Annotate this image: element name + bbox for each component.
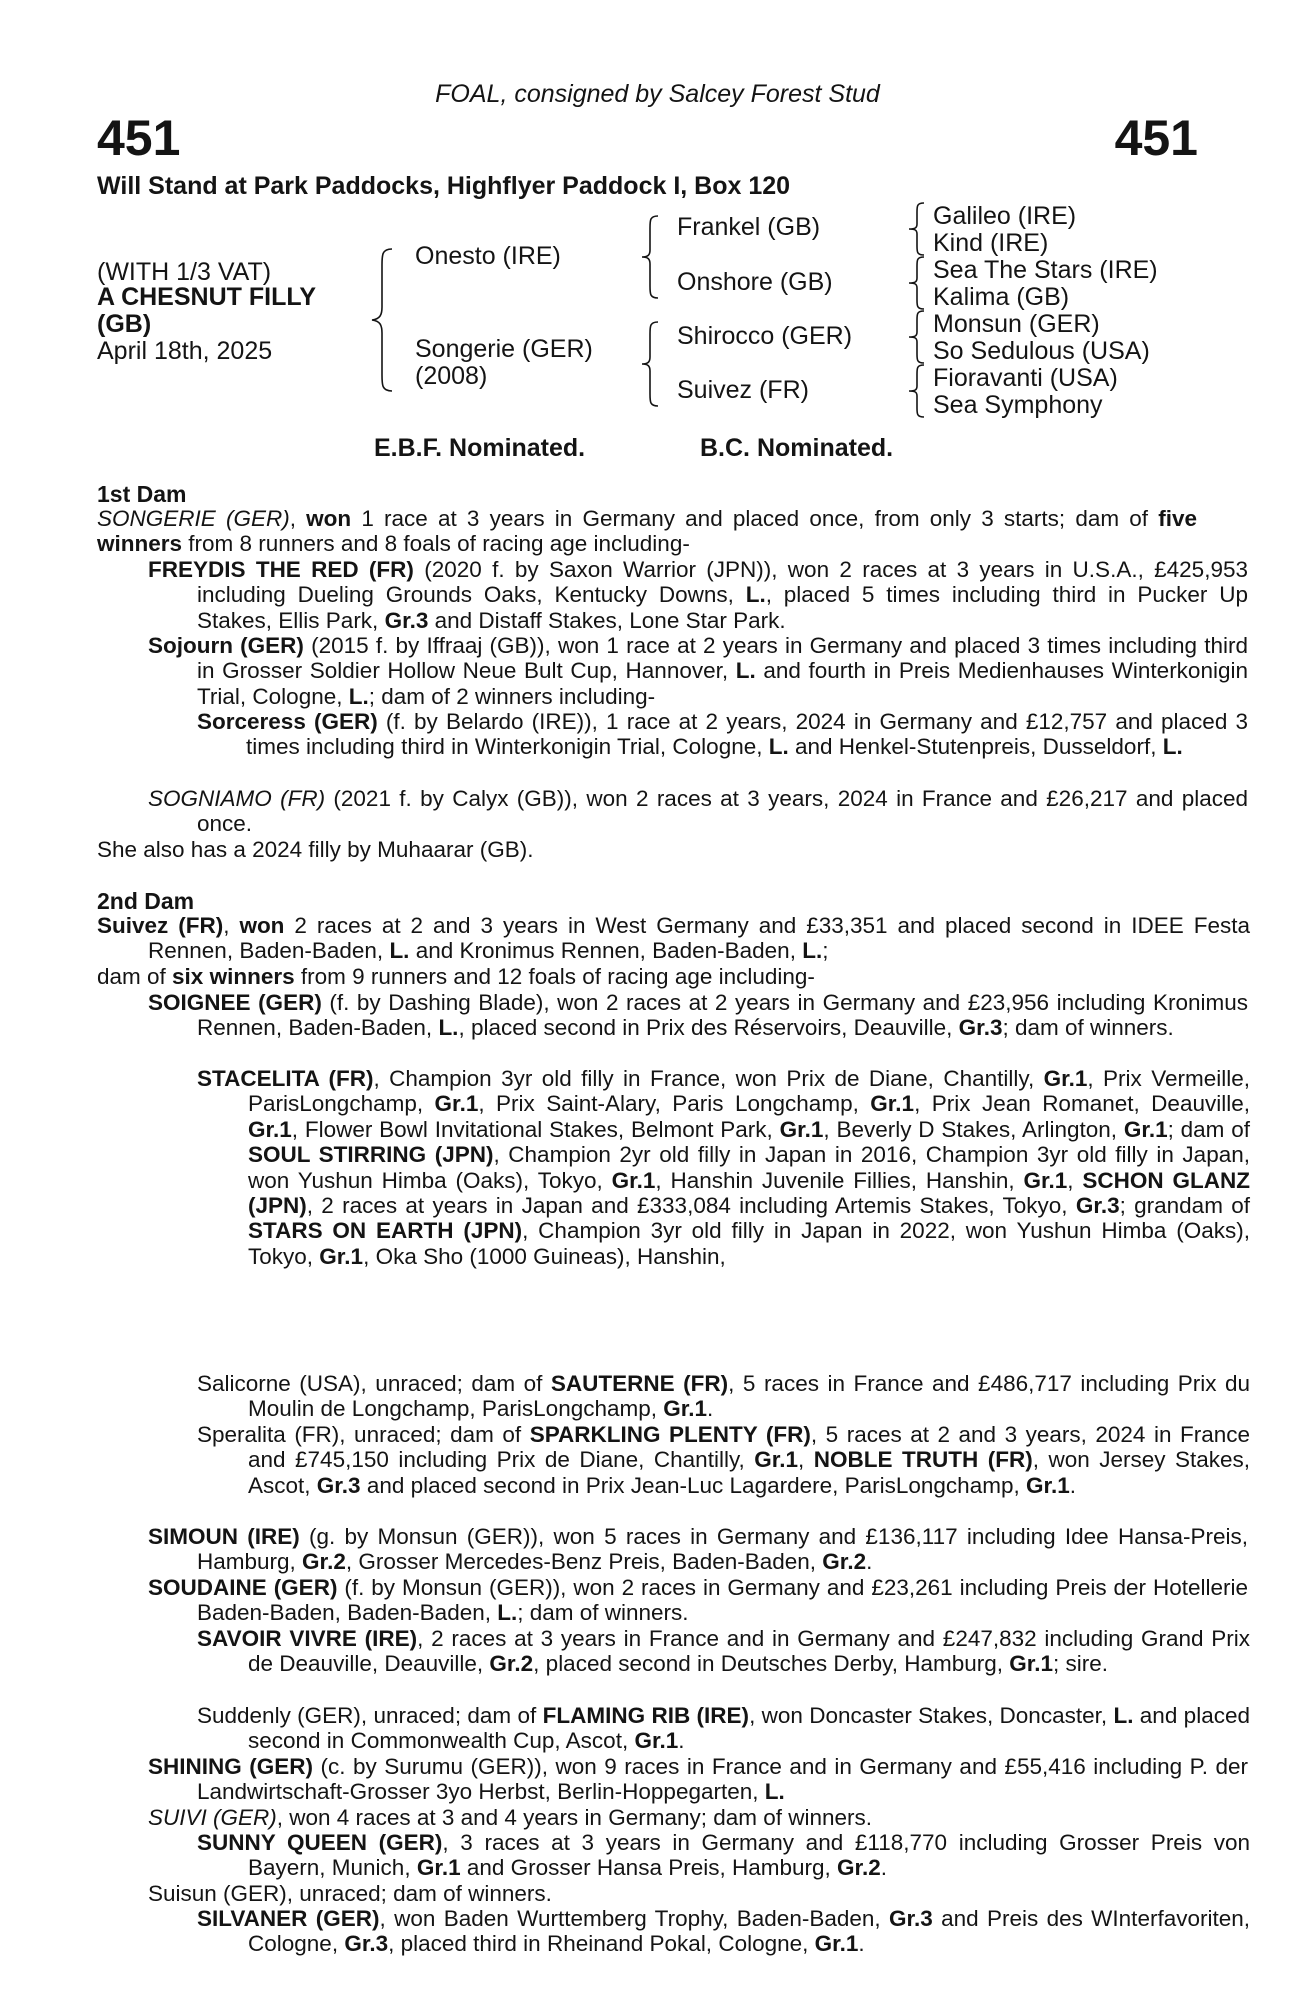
produce-entry: FREYDIS THE RED (FR) (2020 f. by Saxon Warrior (JPN)), won 2 races at 3 years in U.S.A., £425,953 including Dueling Grounds Oaks, Kentucky Downs, L., placed 5 times including third in Pucker Up Stakes, Ellis Park, Gr.3 and Distaff Stakes, Lone Star Park.: [148, 557, 1249, 633]
produce-entry: SUNNY QUEEN (GER), 3 races at 3 years in Germany and £118,770 including Grosser Preis von Bayern, Munich, Gr.1 and Grosser Hansa Preis, Hamburg, Gr.2.: [197, 1830, 1250, 1881]
pedigree-brace-gg3: [905, 308, 927, 366]
first-dam-note: She also has a 2024 filly by Muhaarar (GB).: [97, 837, 534, 862]
stand-location: Will Stand at Park Paddocks, Highflyer Paddock I, Box 120: [97, 172, 791, 200]
produce-entry: SHINING (GER) (c. by Surumu (GER)), won 9 races in France and in Germany and £55,416 including P. der Landwirtschaft-Grosser 3yo Herbst, Berlin-Hoppegarten, L.: [148, 1754, 1248, 1805]
second-dam-heading: 2nd Dam: [97, 888, 195, 914]
produce-entry: Speralita (FR), unraced; dam of SPARKLING PLENTY (FR), 5 races at 2 and 3 years, 2024 in France and £745,150 including Prix de Diane, Chantilly, Gr.1, NOBLE TRUTH (FR), won Jersey Stakes, Ascot, Gr.3 and placed second in Prix Jean-Luc Lagardere, ParisLongchamp, Gr.1.: [197, 1422, 1251, 1498]
produce-entry: Salicorne (USA), unraced; dam of SAUTERNE (FR), 5 races in France and £486,717 including Prix du Moulin de Longchamp, ParisLongchamp, Gr.1.: [197, 1371, 1250, 1422]
produce-entry: SOUDAINE (GER) (f. by Monsun (GER)), won 2 races in Germany and £23,261 including Preis der Hotellerie Baden-Baden, Baden-Baden, L.; dam of winners.: [148, 1575, 1248, 1626]
pedigree-brace-dam: [638, 318, 662, 410]
first-dam-heading: 1st Dam: [97, 481, 187, 507]
pedigree-brace-gg4: [905, 362, 927, 420]
produce-entry: STACELITA (FR), Champion 3yr old filly in France, won Prix de Diane, Chantilly, Gr.1, Prix Vermeille, ParisLongchamp, Gr.1, Prix Saint-Alary, Paris Longchamp, Gr.1, Prix Jean Romanet, Deauville, Gr.1, Flower Bowl Invitational Stakes, Belmont Park, Gr.1, Beverly D Stakes, Arlington, Gr.1; dam of SOUL STIRRING (JPN), Champion 2yr old filly in Japan in 2016, Champion 3yr old filly in Japan, won Yushun Himba (Oaks), Tokyo, Gr.1, Hanshin Juvenile Fillies, Hanshin, Gr.1, SCHON GLANZ (JPN), 2 races at years in Japan and £333,084 including Artemis Stakes, Tokyo, Gr.3; grandam of STARS ON EARTH (JPN), Champion 3yr old filly in Japan in 2022, won Yushun Himba (Oaks), Tokyo, Gr.1, Oka Sho (1000 Guineas), Hanshin,: [197, 1066, 1250, 1269]
produce-entry: Sojourn (GER) (2015 f. by Iffraaj (GB)), won 1 race at 2 years in Germany and placed 3 times including third in Grosser Soldier Hollow Neue Bult Cup, Hannover, L. and fourth in Preis Medienhauses Winterkonigin Trial, Cologne, L.; dam of 2 winners including-: [148, 633, 1248, 709]
great-grandparent: Monsun (GER): [933, 310, 1100, 338]
lot-number-left: 451: [97, 110, 181, 166]
produce-entry: Sorceress (GER) (f. by Belardo (IRE)), 1 race at 2 years, 2024 in Germany and £12,757 and placed 3 times including third in Winterkonigin Trial, Cologne, L. and Henkel-Stutenpreis, Dusseldorf, L.: [197, 709, 1248, 760]
produce-entry: SOIGNEE (GER) (f. by Dashing Blade), won 2 races at 2 years in Germany and £23,956 including Kronimus Rennen, Baden-Baden, L., placed second in Prix des Réservoirs, Deauville, Gr.3; dam of winners.: [148, 990, 1248, 1041]
pedigree-brace-gg2: [905, 254, 927, 312]
second-dam-summary: dam of six winners from 9 runners and 12 foals of racing age including-: [97, 964, 815, 989]
pedigree-brace-main: [368, 245, 398, 395]
produce-entry: Suddenly (GER), unraced; dam of FLAMING RIB (IRE), won Doncaster Stakes, Doncaster, L. and placed second in Commonwealth Cup, Ascot, Gr.1.: [197, 1703, 1250, 1754]
great-grandparent: Sea The Stars (IRE): [933, 256, 1158, 284]
vat-note: (WITH 1/3 VAT): [97, 258, 272, 286]
produce-entry: Suisun (GER), unraced; dam of winners.: [148, 1881, 552, 1906]
great-grandparent: Galileo (IRE): [933, 202, 1077, 230]
great-grandparent: Sea Symphony: [933, 391, 1103, 419]
produce-entry: SILVANER (GER), won Baden Wurttemberg Trophy, Baden-Baden, Gr.3 and Preis des WInterfavoriten, Cologne, Gr.3, placed third in Rheinand Pokal, Cologne, Gr.1.: [197, 1906, 1250, 1957]
produce-entry: SAVOIR VIVRE (IRE), 2 races at 3 years in France and in Germany and £247,832 including Grand Prix de Deauville, Deauville, Gr.2, placed second in Deutsches Derby, Hamburg, Gr.1; sire.: [197, 1626, 1250, 1677]
sire: Onesto (IRE): [415, 242, 561, 270]
second-dam-record: Suivez (FR), won 2 races at 2 and 3 years in West Germany and £33,351 and placed second in IDEE Festa Rennen, Baden-Baden, L. and Kronimus Rennen, Baden-Baden, L.;: [97, 913, 1250, 964]
lot-number-right: 451: [1114, 110, 1198, 166]
grandsire-1: Frankel (GB): [677, 213, 821, 241]
produce-entry: SIMOUN (IRE) (g. by Monsun (GER)), won 5 races in Germany and £136,117 including Idee Hansa-Preis, Hamburg, Gr.2, Grosser Mercedes-Benz Preis, Baden-Baden, Gr.2.: [148, 1524, 1248, 1575]
dam: Songerie (GER): [415, 335, 593, 363]
great-grandparent: Kind (IRE): [933, 229, 1049, 257]
produce-entry: SOGNIAMO (FR) (2021 f. by Calyx (GB)), won 2 races at 3 years, 2024 in France and £26,217 and placed once.: [148, 786, 1248, 837]
ebf-nomination: E.B.F. Nominated.: [374, 434, 586, 462]
lot-description: A CHESNUT FILLY: [97, 283, 316, 311]
first-dam-record: SONGERIE (GER), won 1 race at 3 years in Germany and placed once, from only 3 starts; dam of five winners from 8 runners and 8 foals of racing age including-: [97, 506, 1197, 557]
granddam-1: Onshore (GB): [677, 268, 833, 296]
produce-entry: SUIVI (GER), won 4 races at 3 and 4 years in Germany; dam of winners.: [148, 1805, 873, 1830]
great-grandparent: Fioravanti (USA): [933, 364, 1118, 392]
consignment-line: FOAL, consigned by Salcey Forest Stud: [435, 80, 880, 108]
granddam-2: Suivez (FR): [677, 376, 809, 404]
great-grandparent: So Sedulous (USA): [933, 337, 1150, 365]
lot-description-country: (GB): [97, 310, 152, 338]
date-of-birth: April 18th, 2025: [97, 337, 273, 365]
dam-year: (2008): [415, 362, 488, 390]
pedigree-brace-sire: [638, 212, 662, 302]
grandsire-2: Shirocco (GER): [677, 322, 853, 350]
bc-nomination: B.C. Nominated.: [700, 434, 894, 462]
pedigree-brace-gg1: [905, 200, 927, 258]
great-grandparent: Kalima (GB): [933, 283, 1070, 311]
